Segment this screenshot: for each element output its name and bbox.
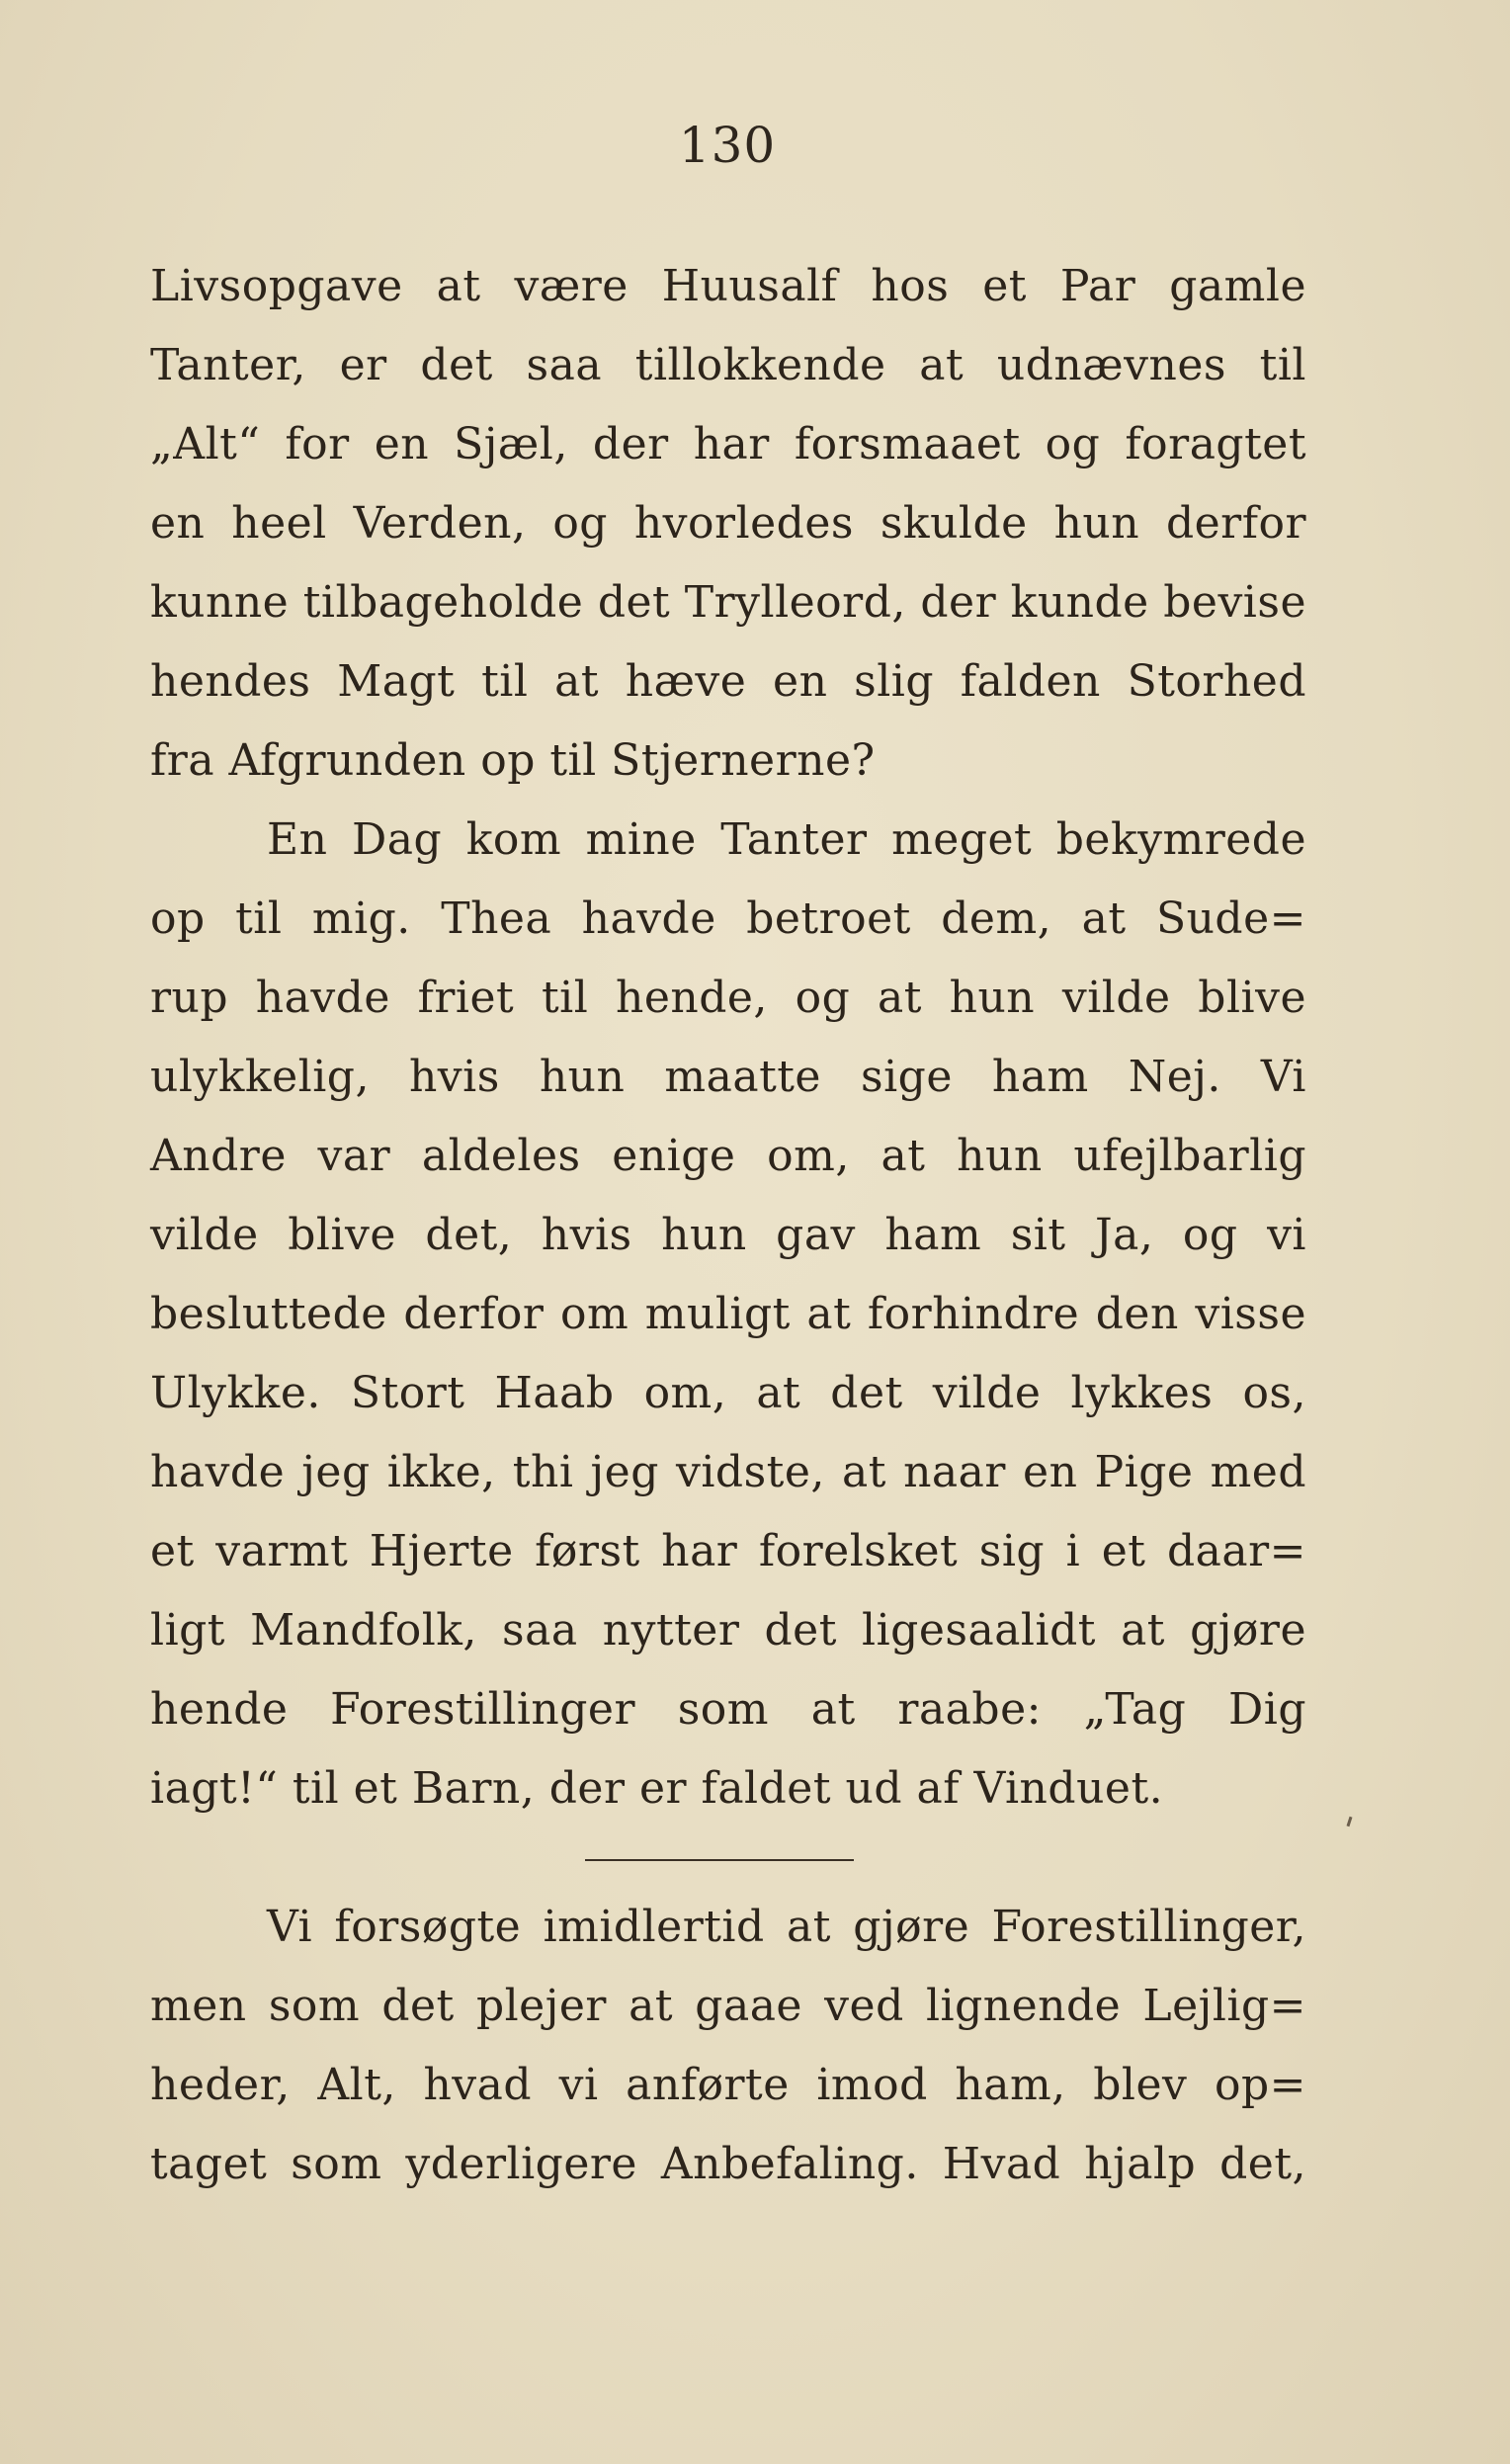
text-line: Vi forsøgte imidlertid at gjøre Forestillinger, [267, 1902, 1306, 1952]
text-line: En Dag kom mine Tanter meget bekymrede [267, 814, 1306, 865]
text-line: heder, Alt, hvad vi anførte imod ham, blev op= [150, 2060, 1306, 2110]
text-line: rup havde friet til hende, og at hun vilde blive [150, 973, 1306, 1023]
text-line: kunne tilbageholde det Trylleord, der kunde bevise [150, 577, 1306, 628]
text-line: men som det plejer at gaae ved lignende Lejlig= [150, 1981, 1306, 2031]
text-line: Livsopgave at være Huusalf hos et Par gamle [150, 261, 1306, 311]
text-line: Ulykke. Stort Haab om, at det vilde lykkes os, [150, 1368, 1306, 1418]
text-line: taget som yderligere Anbefaling. Hvad hjalp det, [150, 2139, 1306, 2189]
section-divider [585, 1859, 854, 1861]
paragraph-2 [150, 801, 1306, 1828]
text-line: besluttede derfor om muligt at forhindre den visse [150, 1289, 1306, 1339]
page-number: 130 [678, 117, 777, 174]
text-line: ulykkelig, hvis hun maatte sige ham Nej. Vi [150, 1052, 1306, 1102]
text-line: vilde blive det, hvis hun gav ham sit Ja, og vi [150, 1210, 1306, 1260]
paragraph-1 [150, 247, 1306, 801]
text-line: ligt Mandfolk, saa nytter det ligesaalidt at gjøre [150, 1605, 1306, 1656]
text-line: fra Afgrunden op til Stjernerne? [150, 735, 876, 786]
text-line: et varmt Hjerte først har forelsket sig i et daar= [150, 1526, 1306, 1576]
text-line: op til mig. Thea havde betroet dem, at Sude= [150, 893, 1306, 944]
text-block-upper [150, 247, 1306, 1828]
paragraph-3 [150, 1888, 1306, 2204]
text-line: hendes Magt til at hæve en slig falden Storhed [150, 656, 1306, 707]
text-line: hende Forestillinger som at raabe: „Tag Dig [150, 1684, 1306, 1735]
text-line: Tanter, er det saa tillokkende at udnævnes til [150, 340, 1306, 390]
text-line: en heel Verden, og hvorledes skulde hun derfor [150, 498, 1306, 549]
text-line: „Alt“ for en Sjæl, der har forsmaaet og foragtet [150, 419, 1306, 469]
text-block-lower [150, 1888, 1306, 2204]
paper-speck [1347, 1817, 1353, 1827]
text-line: Andre var aldeles enige om, at hun ufejlbarlig [150, 1131, 1306, 1181]
text-line: iagt!“ til et Barn, der er faldet ud af Vinduet. [150, 1763, 1164, 1814]
text-line: havde jeg ikke, thi jeg vidste, at naar en Pige med [150, 1447, 1306, 1497]
